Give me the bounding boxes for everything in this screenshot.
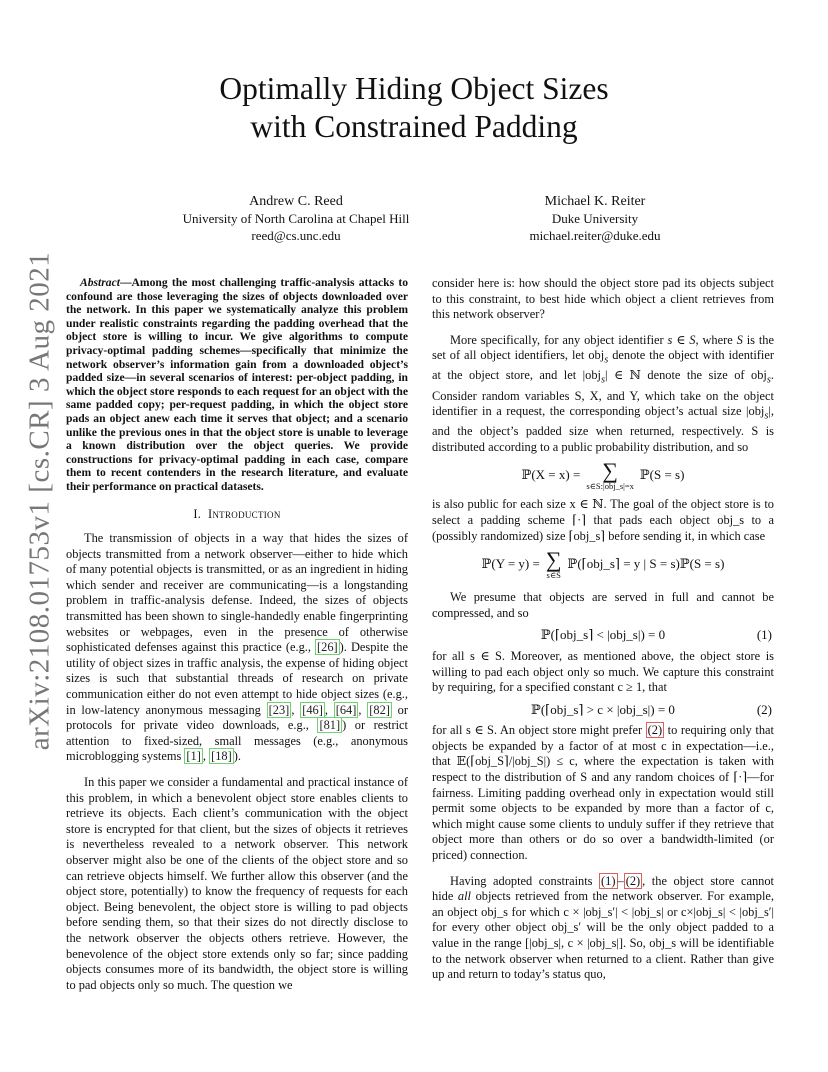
author-affiliation: University of North Carolina at Chapel Hill [182,211,410,226]
title-line-1: Optimally Hiding Object Sizes [219,71,609,106]
right-column [432,276,774,983]
abstract-label: Abstract [80,276,120,289]
right-paragraph-1: consider here is: how should the object store pad its objects subject to this constraint, to best hide which object a client retrieves from this network observer? [432,276,774,322]
equation-ref-link[interactable]: (2) [625,873,641,888]
citation-link[interactable]: [23] [268,702,290,717]
title-line-2: with Constrained Padding [250,109,578,144]
paper-title [0,70,828,146]
right-paragraph-6: for all s ∈ S. An object store might prefer (2) to requiring only that objects be expanded by a factor of at most c in expectation—i.e., that 𝔼(⌈obj_S⌉/|obj_S|) ≤ c, where the expectation is taken with respect to the distribution of S and any random choices of ⌈·⌉—for fairness. Limiting padding overhead only in expectation would still permit some objects to be expanded by more than a factor of c, which might cause some clients to unduly suffer if they retrieve that object more than others or do so over a bandwidth-limited (or priced) connection. [432,723,774,863]
arxiv-sidebar [22,251,58,751]
citation-link[interactable]: [26] [317,640,338,655]
citation-link[interactable]: [81] [319,718,341,733]
equation-number: (2) [756,701,772,717]
section-heading [66,507,408,523]
section-number: I. [193,506,202,521]
author-1 [165,193,427,244]
equation-py: ℙ(Y = y) = ∑ s∈S ℙ(⌈obj_s⌉ = y | S = s)ℙ(S = s) [481,547,725,581]
equation-number: (1) [756,627,772,643]
intro-paragraph-2: In this paper we consider a fundamental and practical instance of this problem, in which a benevolent object store enables clients to retrieve its objects. Each client’s communication with the object store is encrypted for that client, but the sizes of objects it retrieves is nevertheless revealed to a network observer. This network observer might also be one of the clients of the object store and so can retrieve objects himself. We further allow this observer (and the object store, potentially) to know the frequency of requests for each object. Being benevolent, the object store is willing to pad objects before sending them, so that their sizes do not directly disclose to the network observer the objects others retrieve. However, the benevolence of the object store extends only so far; since padding objects consumes more of its bandwidth, the object store is willing to pad objects only so much. The question we [66,775,408,992]
intro-paragraph-1: The transmission of objects in a way that hides the sizes of objects transmitted from a network observer—either to hide which of many potential objects is transmitted, or as an ingredient in hiding which sender and receiver are communicating—is a longstanding problem in traffic-analysis defense. Indeed, the sizes of objects transmitted has been shown to single-handedly enable fingerprinting websites or webpages, even in the presence of otherwise sophisticated defenses against this practice (e.g., [26] ). Despite the utility of object sizes in traffic analysis, the expense of hiding object sizes is such that substantial threads of research on private communication either do not even attempt to hide object sizes (e.g., in low-latency anonymous messaging [23] , [46] , [64] , [82] or protocols for private video downloads, e.g., [81] ) or restrict attention to fixed-sized, small messages (e.g., anonymous microblogging systems [1] , [18] ). [66,531,408,764]
right-paragraph-4: We presume that objects are served in full and cannot be compressed, and so [432,590,774,620]
right-paragraph-2: More specifically, for any object identifier s ∈ S, where S is the set of all object identifiers, let obj$_s$ denote the object with identifier at the object store, and let |obj$_s$| ∈ ℕ denote the size of obj$_s$. Consider random variables S, X, and Y, which take on the object identifier in a request, the corresponding object’s actual size |obj$_s$|, and the object’s padded size when returned, respectively. S is distributed according to a public probability distribution, and so [432,332,775,454]
author-name: Andrew C. Reed [249,194,343,209]
right-paragraph-3: is also public for each size x ∈ ℕ. The goal of the object store is to select a padding scheme ⌈·⌉ that pads each object obj_s to a (possibly randomized) size ⌈obj_s⌉ before sending it, in which case [432,497,774,543]
equation-px: ℙ(X = x) = ∑ s∈S:|obj_s|=x ℙ(S = s) [521,458,685,492]
equation-1: ℙ(⌈obj_s⌉ < |obj_s|) = 0 (1) [540,627,772,643]
section-title: Introduction [207,506,281,521]
equation-ref-link[interactable]: (2) [647,723,663,738]
author-affiliation: Duke University [551,211,639,226]
abstract [66,276,408,494]
equation-2: ℙ(⌈obj_s⌉ > c × |obj_s|) = 0 (2) [531,701,772,717]
citation-link[interactable]: [82] [369,702,390,717]
left-column [66,276,408,993]
equation-ref-link[interactable]: (1) [601,873,616,888]
author-email[interactable]: michael.reiter@duke.edu [529,228,661,243]
author-2 [505,193,685,244]
author-email[interactable]: reed@cs.unc.edu [251,228,341,243]
right-paragraph-7: Having adopted constraints (1) – (2) , the object store cannot hide all objects retrieved from the network observer. For example, an object obj_s for which c × |obj_s′| < |obj_s| or c×|obj_s| < |obj_s′| for every other object obj_s′ will be the only object padded to a value in the range [|obj_s|, c × |obj_s|]. So, obj_s will be identifiable to the network observer when returned to a client. Rather than give up and return to today’s status quo, [432,873,774,982]
arxiv-identifier: arXiv:2108.01753v1 [cs.CR] 3 Aug 2021 [23,251,56,751]
citation-link[interactable]: [1] [186,749,201,764]
citation-link[interactable]: [18] [211,749,232,764]
abstract-text: —Among the most challenging traffic-analysis attacks to confound are those leveraging the sizes of objects downloaded over the network. In this paper we systematically analyze this problem under realistic constraints regarding the padding overhead that the object store is willing to incur. We give algorithms to compute privacy-optimal padding schemes—specifically that minimize the network observer’s information gain from a downloaded object’s padded size—in several scenarios of interest: per-object padding, in which the object store responds to each request for an object with the same padded copy; per-request padding, in which the object store pads an object anew each time it serves that object; and a scenario unlike the previous ones in that the object store is unable to leverage a known distribution over the object queries. We provide constructions for privacy-optimal padding in each case, compare them to recent contenders in the research literature, and evaluate their performance on practical datasets. [66,276,408,493]
right-paragraph-5: for all s ∈ S. Moreover, as mentioned above, the object store is willing to pad each object only so much. We capture this constraint by requiring, for a specified constant c ≥ 1, that [432,648,774,695]
citation-link[interactable]: [64] [335,702,357,717]
author-name: Michael K. Reiter [544,194,646,209]
citation-link[interactable]: [46] [302,702,323,717]
